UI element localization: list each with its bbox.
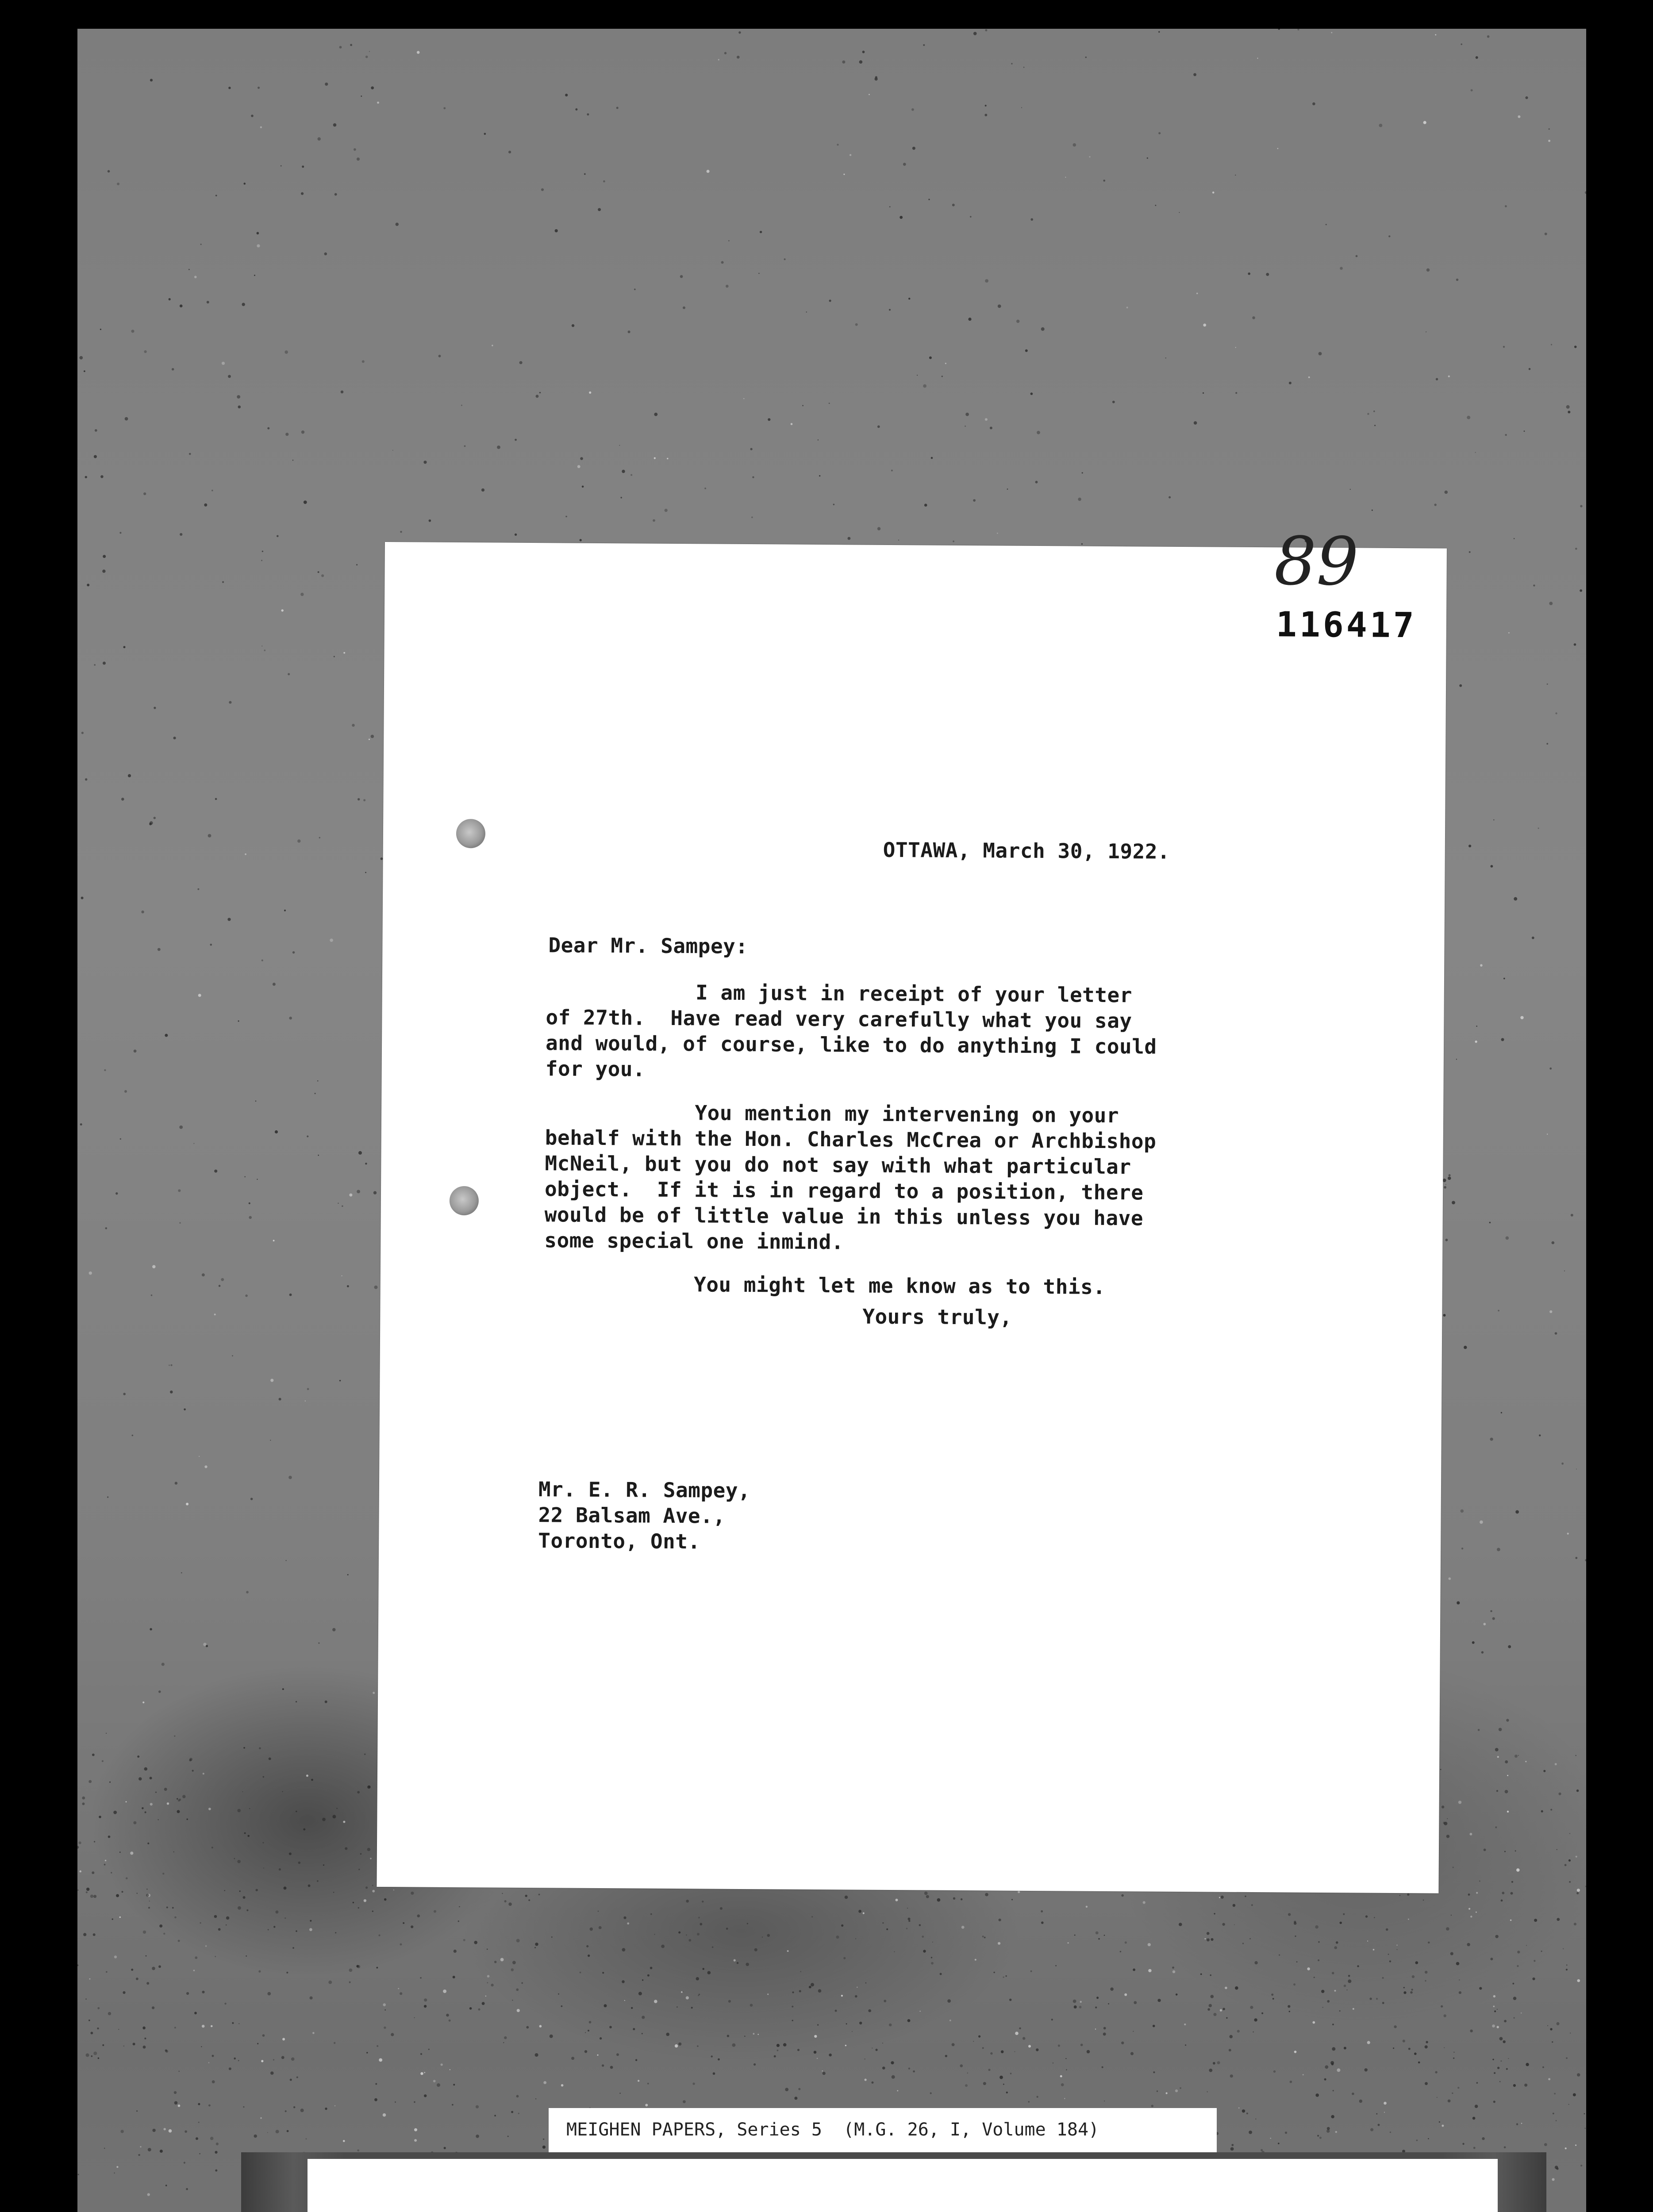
recipient-address	[538, 1476, 750, 1555]
punch-hole-top	[456, 819, 485, 848]
letter-body	[544, 979, 1157, 1300]
body-line: object. If it is in regard to a position, there	[544, 1177, 1144, 1205]
archive-label-card	[308, 2159, 1498, 2212]
address-line: 22 Balsam Ave.,	[538, 1503, 726, 1528]
punch-hole-bottom	[450, 1186, 479, 1215]
body-line: McNeil, but you do not say with what particular	[545, 1151, 1131, 1179]
body-line: would be of little value in this unless you have	[544, 1202, 1144, 1230]
salutation: Dear Mr. Sampey:	[548, 933, 748, 959]
body-line: of 27th. Have read very carefully what you say	[546, 1005, 1132, 1033]
body-line: You mention my intervening on your	[545, 1100, 1119, 1128]
handwritten-number: 89	[1274, 523, 1359, 601]
address-line: Toronto, Ont.	[538, 1528, 700, 1554]
mount-board	[77, 29, 1586, 2212]
body-line: and would, of course, like to do anything I could	[545, 1031, 1157, 1059]
citation-strip	[549, 2108, 1217, 2152]
body-line: behalf with the Hon. Charles McCrea or Archbishop	[545, 1125, 1157, 1153]
body-line: You might let me know as to this.	[544, 1271, 1106, 1299]
body-line: for you.	[545, 1056, 646, 1081]
body-line: some special one inmind.	[544, 1228, 844, 1254]
letter-page	[377, 523, 1447, 1893]
document-number-stamp: 116417	[1276, 605, 1417, 646]
closing: Yours truly,	[862, 1304, 1012, 1329]
address-line: Mr. E. R. Sampey,	[538, 1477, 751, 1503]
body-line: I am just in receipt of your letter	[546, 979, 1133, 1007]
citation-text: MEIGHEN PAPERS, Series 5 (M.G. 26, I, Volume 184)	[566, 2120, 1099, 2140]
dateline: OTTAWA, March 30, 1922.	[883, 837, 1170, 864]
